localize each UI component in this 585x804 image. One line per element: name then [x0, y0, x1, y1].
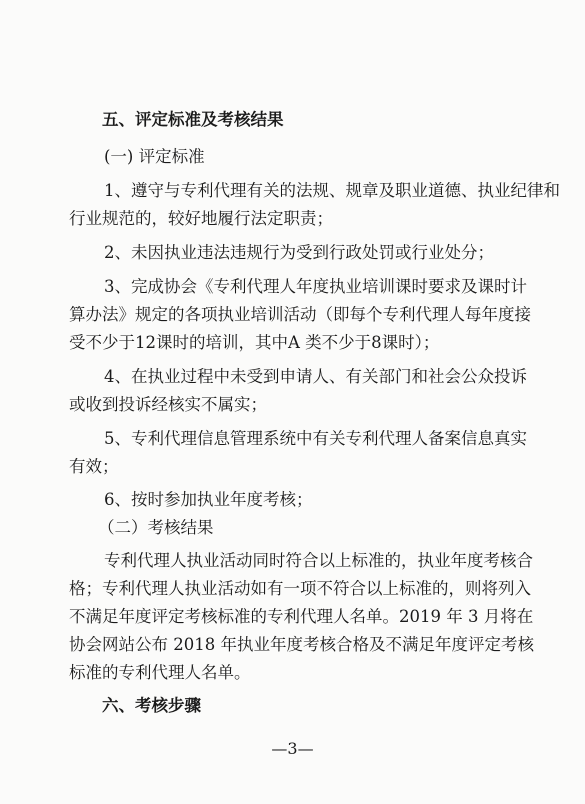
criterion-5-line-2: 有效； [69, 457, 119, 476]
results-line-4: 协会网站公布 2018 年执业年度考核合格及不满足年度评定考核 [69, 635, 534, 654]
criterion-4-line-1: 4、在执业过程中未受到申请人、有关部门和社会公众投诉 [104, 367, 527, 386]
criterion-4-line-2: 或收到投诉经核实不属实； [69, 395, 267, 414]
results-line-2: 格；专利代理人执业活动如有一项不符合以上标准的，则将列入 [69, 579, 531, 598]
results-line-1: 专利代理人执业活动同时符合以上标准的，执业年度考核合 [104, 551, 533, 570]
criterion-3-line-1: 3、完成协会《专利代理人年度执业培训课时要求及课时计 [104, 277, 527, 296]
page-number: —3— [271, 739, 314, 758]
criterion-3-line-2: 算办法》规定的各项执业培训活动（即每个专利代理人每年度接 [69, 305, 531, 324]
results-line-5: 标准的专利代理人名单。 [69, 663, 251, 682]
criterion-1-line-2: 行业规范的，较好地履行法定职责； [69, 209, 333, 228]
criterion-3-line-3: 受不少于12课时的培训，其中A 类不少于8课时）； [69, 333, 440, 352]
results-line-3: 不满足年度评定考核标准的专利代理人名单。2019 年 3 月将在 [69, 607, 534, 626]
section-5-heading: 五、评定标准及考核结果 [102, 110, 284, 129]
subsection-1-heading: (一) 评定标准 [104, 147, 205, 166]
criterion-6-line-1: 6、按时参加执业年度考核； [104, 490, 313, 509]
section-6-heading: 六、考核步骤 [102, 696, 201, 715]
criterion-1-line-1: 1、遵守与专利代理有关的法规、规章及职业道德、执业纪律和 [104, 181, 560, 200]
subsection-2-heading: （二）考核结果 [98, 518, 214, 537]
criterion-2-line-1: 2、未因执业违法违规行为受到行政处罚或行业处分； [104, 243, 494, 262]
criterion-5-line-1: 5、专利代理信息管理系统中有关专利代理人备案信息真实 [104, 429, 527, 448]
